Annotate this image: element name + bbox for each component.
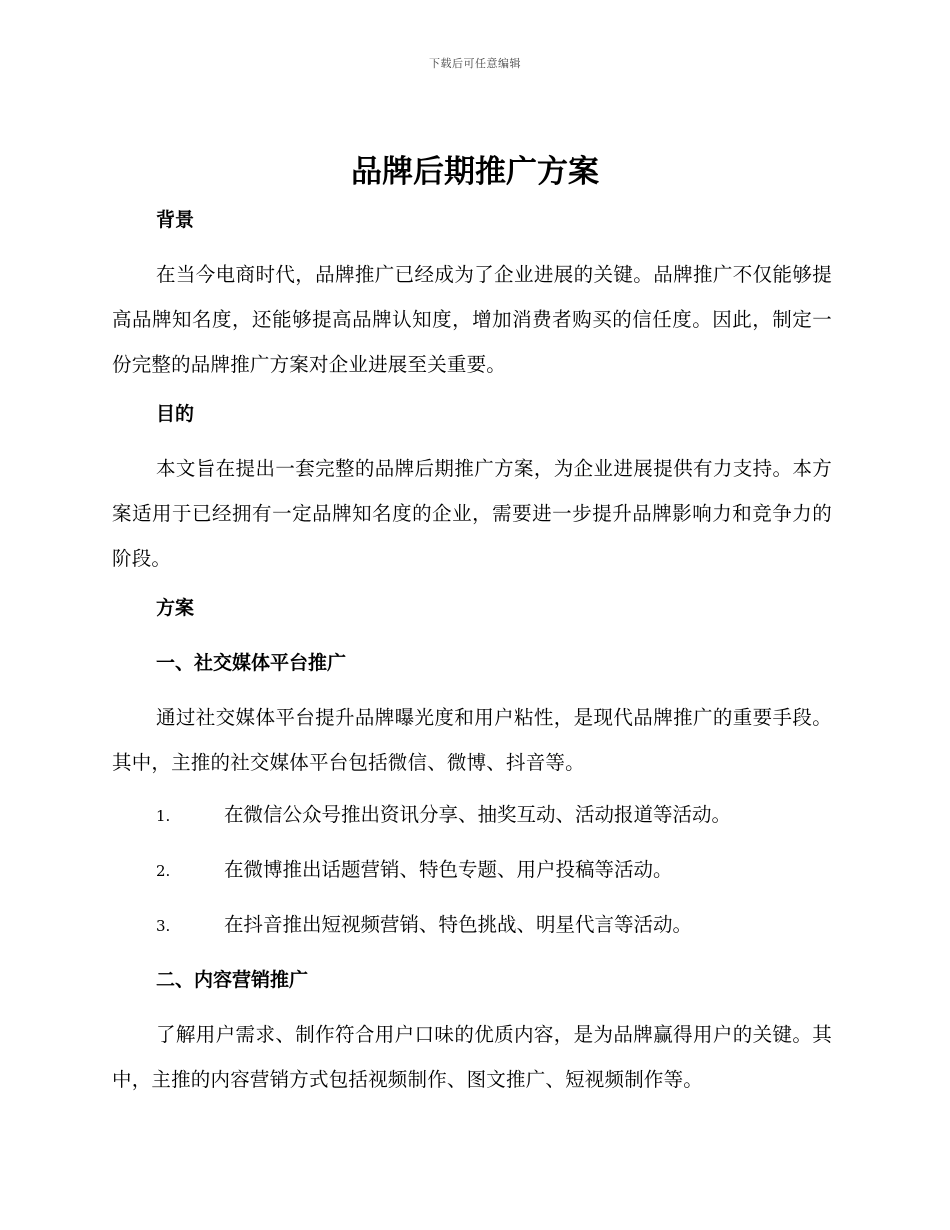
- heading-content-marketing: 二、内容营销推广: [156, 969, 309, 991]
- paragraph-social-media: 通过社交媒体平台提升品牌曝光度和用户粘性，是现代品牌推广的重要手段。其中，主推的社交媒体平台包括微信、微博、抖音等。: [112, 706, 832, 774]
- heading-plan: 方案: [156, 597, 195, 619]
- list-item: [156, 856, 836, 885]
- document-title: 品牌后期推广方案: [351, 154, 599, 190]
- list-text: 在微博推出话题营销、特色专题、用户投稿等活动。: [224, 858, 673, 881]
- list-text: 在抖音推出短视频营销、特色挑战、明星代言等活动。: [224, 913, 693, 936]
- list-text: 在微信公众号推出资讯分享、抽奖互动、活动报道等活动。: [224, 803, 732, 826]
- paragraph-purpose: 本文旨在提出一套完整的品牌后期推广方案，为企业进展提供有力支持。本方案适用于已经拥有一定品牌知名度的企业，需要进一步提升品牌影响力和竞争力的阶段。: [112, 457, 832, 570]
- list-item: [156, 911, 836, 940]
- list-number: 1.: [156, 807, 171, 825]
- heading-social-media: 一、社交媒体平台推广: [156, 652, 347, 674]
- header-note: 下载后可任意编辑: [429, 57, 521, 70]
- heading-purpose: 目的: [156, 403, 195, 425]
- list-number: 2.: [156, 862, 171, 880]
- heading-background: 背景: [156, 209, 195, 231]
- list-number: 3.: [156, 917, 171, 935]
- paragraph-background: 在当今电商时代，品牌推广已经成为了企业进展的关键。品牌推广不仅能够提高品牌知名度，还能够提高品牌认知度，增加消费者购买的信任度。因此，制定一份完整的品牌推广方案对企业进展至关重要。: [112, 263, 832, 376]
- list-item: [156, 801, 836, 830]
- paragraph-content-marketing: 了解用户需求、制作符合用户口味的优质内容，是为品牌赢得用户的关键。其中，主推的内容营销方式包括视频制作、图文推广、短视频制作等。: [112, 1023, 832, 1091]
